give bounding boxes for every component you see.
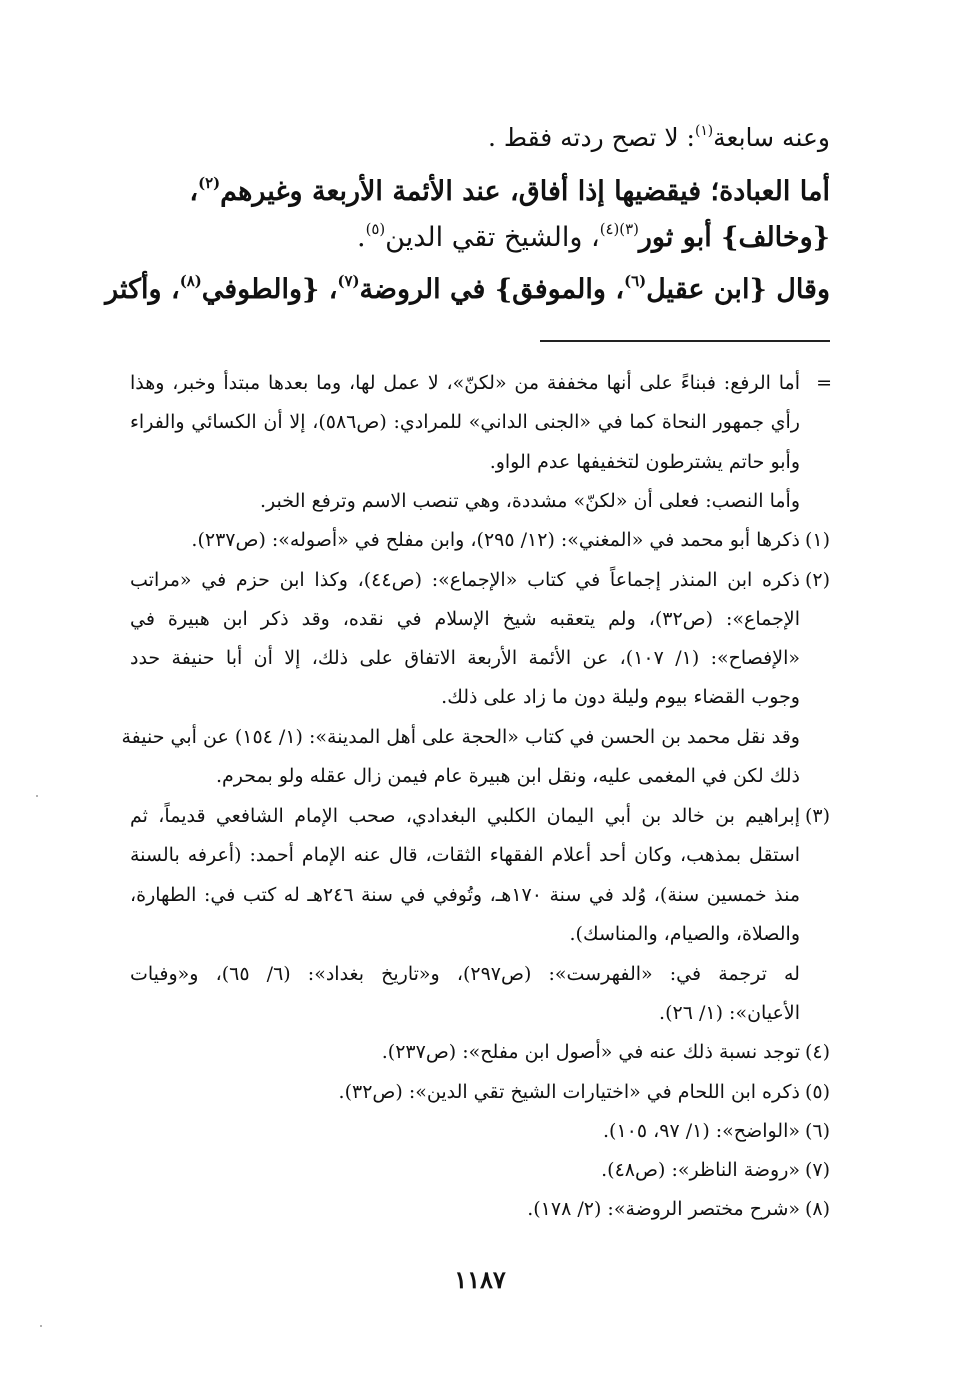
footnote-number: (١) [804,529,830,551]
text-segment: وقال {ابن عقيل [646,274,830,305]
footnote-number: (٨) [804,1198,830,1220]
footnote-line: «الإفصاح»: (١/ ١٠٧)، عن الأئمة الأربعة الاتفاق على ذلك، إلا أن أبا حنيفة حدد [130,647,800,669]
footnote-separator [540,340,830,342]
text-segment: ، {والطوفي [201,274,338,305]
footnote-number: (٦) [804,1120,830,1142]
footnote-line: وجوب القضاء بيوم وليلة دون ما زاد على ذلك. [441,686,800,708]
text-segment: {وخالف} أبو ثور [638,222,830,253]
footnote-line: والصلاة، والصيام، والمناسك). [569,923,800,945]
text-segment: أما العبادة؛ فيقضيها إذا أفاق، عند الأئمة الأربعة وغيرهم [220,176,830,207]
footnote-line: رأي جمهور النحاة كما في «الجنى الداني» للمرادي: (ص٥٨٦)، إلا أن الكسائي والفراء [130,411,800,433]
main-text-line [189,172,830,212]
text-segment: ، والشيخ تقي الدين [385,222,600,253]
footnote-line: ذكره ابن اللحام في «اختيارات الشيخ تقي الدين»: (ص٣٢). [338,1081,800,1103]
footnote-line: الإجماع»: (ص٣٢)، ولم يتعقبه شيخ الإسلام في نقده، وقد ذكر ابن هبيرة في [130,608,800,630]
footnote-line: «شرح مختصر الروضة»: (٢/ ١٧٨). [527,1198,800,1220]
footnote-line: وقد نقل محمد بن الحسن في كتاب «الحجة على أهل المدينة»: (١/ ١٥٤) عن أبي حنيفة [121,726,800,748]
footnote-ref: (٤) [599,220,620,239]
text-segment: ، وأكثر [105,274,180,305]
footnote-ref: (٥) [365,220,386,239]
footnote-ref: (١) [694,123,714,139]
footnote-line: «الواضح»: (١/ ٩٧، ١٠٥). [602,1120,800,1142]
footnote-ref: (٣) [619,220,639,239]
footnote-number: (٤) [804,1041,830,1063]
main-text-line [105,270,830,310]
text-segment: وعنه سابعة [713,123,830,152]
footnote-line: توجد نسبة ذلك عنه في «أصول ابن مفلح»: (ص٢٣٧). [381,1041,800,1063]
text-segment: : لا تصح ردته فقط . [487,123,695,152]
page-number: ١١٨٧ [454,1265,506,1294]
text-segment: ، [189,176,199,207]
footnote-ref: (٨) [179,272,202,291]
footnote-line: وأما النصب: فعلى أن «لكنّ» مشددة، وهي تنصب الاسم وترفع الخبر. [260,490,800,512]
footnote-line: ذلك لكن في المغمى عليه، ونقل ابن هبيرة عام فيمن زال عقله ولو بمحرم. [215,765,800,787]
footnote-line: منذ خمسين سنة)، وُلد في سنة ١٧٠هـ، وتُوفي في سنة ٢٤٦هـ له كتب في: الطهارة، [130,884,800,906]
footnote-line: الأعيان»: (١/ ٢٦). [659,1002,800,1024]
footnote-line: وأبو حاتم يشترطون لتخفيفها عدم الواو. [489,451,800,473]
scan-speck [36,795,38,797]
main-text-line [488,118,830,158]
text-segment: ، والموفق} في الروضة [359,274,625,305]
footnote-ref: (٧) [337,272,360,291]
footnote-ref: (٦) [624,272,647,291]
footnote-line: له ترجمة في: «الفهرست»: (ص٢٩٧)، و«تاريخ بغداد»: (٦/ ٦٥)، و«وفيات [130,963,800,985]
footnote-number: (٧) [804,1159,830,1181]
footnote-line: أما الرفع: فبناءً على أنها مخففة من «لكنّ»، لا عمل لها، وما بعدها مبتدأ وخبر، وهذا [130,372,800,394]
footnote-number: (٣) [804,805,830,827]
footnote-number: (٥) [804,1081,830,1103]
text-segment: . [357,222,366,253]
footnote-line: «روضة الناظر»: (ص٤٨). [601,1159,800,1181]
footnote-line: ذكرها أبو محمد في «المغني»: (١٢/ ٢٩٥)، وابن مفلح في «أصوله»: (ص٢٣٧). [191,529,800,551]
footnote-line: استقل بمذهب، وكان أحد أعلام الفقهاء الثقات، قال عنه الإمام أحمد: (أعرفه بالسنة [130,844,800,866]
footnote-line: إبراهيم بن خالد بن أبي اليمان الكلبي البغدادي، صحب الإمام الشافعي قديماً، ثم [130,805,800,827]
footnote-ref: (٢) [198,174,221,193]
continuation-mark: = [816,372,832,394]
footnote-number: (٢) [804,569,830,591]
footnote-line: ذكره ابن المنذر إجماعاً في كتاب «الإجماع»: (ص٤٤)، وكذا ابن حزم في «مراتب [130,569,800,591]
scan-speck [40,1325,42,1327]
main-text-line [357,218,830,258]
